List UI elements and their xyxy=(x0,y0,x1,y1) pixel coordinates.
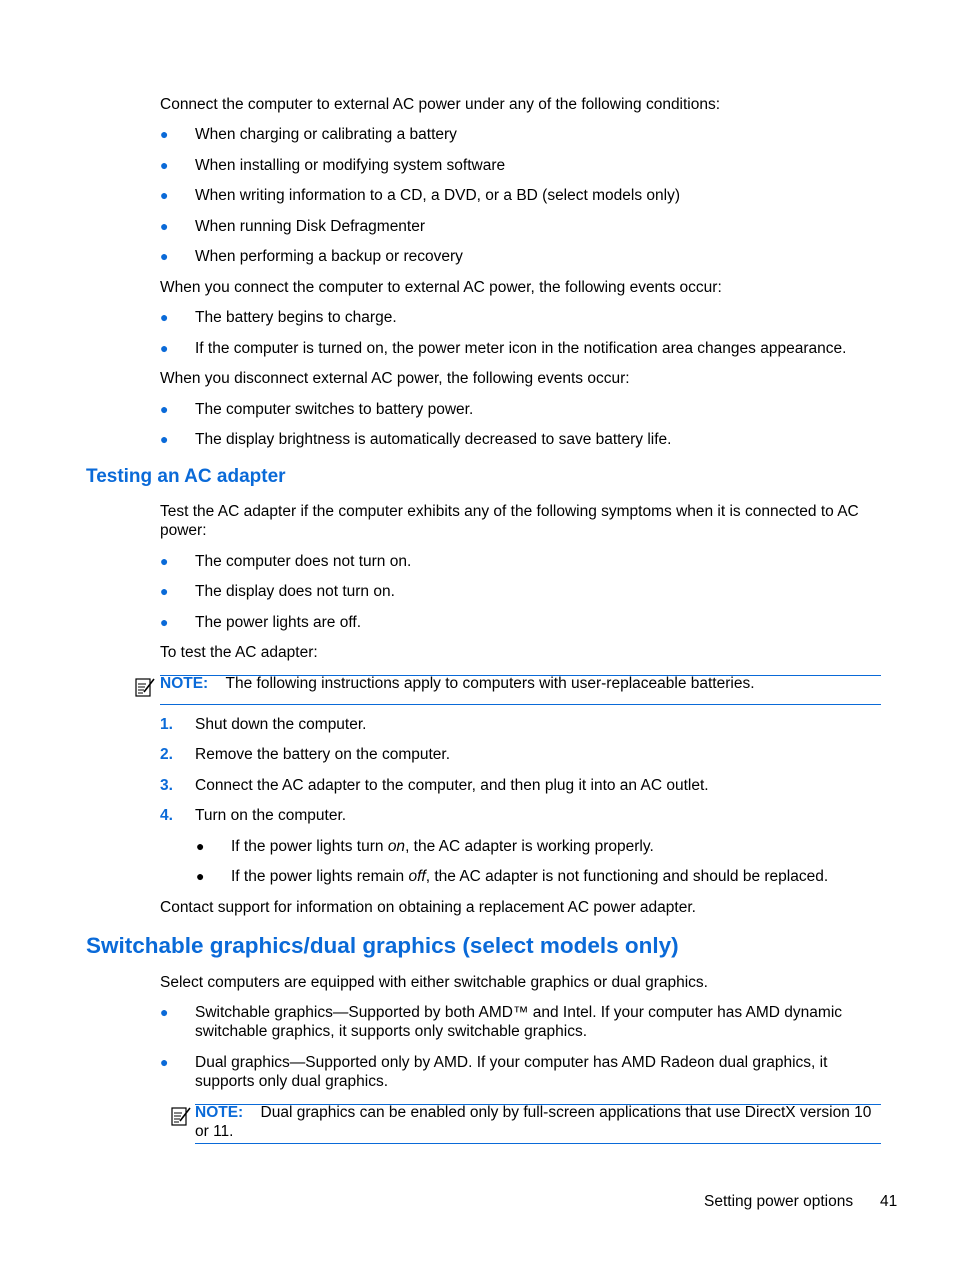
list-item: The battery begins to charge. xyxy=(195,309,397,326)
step-text: Remove the battery on the computer. xyxy=(195,746,451,763)
note-text: Dual graphics can be enabled only by full-screen applications that use DirectX version 10 or 11. xyxy=(195,1104,872,1140)
list-item: When installing or modifying system software xyxy=(195,157,506,174)
step-text: Shut down the computer. xyxy=(195,716,367,733)
step-text: Connect the AC adapter to the computer, and then plug it into an AC outlet. xyxy=(195,777,709,794)
bullet-icon: ● xyxy=(160,248,169,264)
note-label: NOTE: xyxy=(195,1104,244,1121)
note-pencil-icon xyxy=(170,1105,192,1127)
section-heading-switchable: Switchable graphics/dual graphics (select models only) xyxy=(86,933,679,958)
to-test-paragraph: To test the AC adapter: xyxy=(160,644,318,661)
step-number: 4. xyxy=(160,807,173,824)
bullet-icon: ● xyxy=(160,614,169,630)
intro-paragraph-1: Connect the computer to external AC power under any of the following conditions: xyxy=(160,96,721,113)
intro-paragraph-3: When you disconnect external AC power, the following events occur: xyxy=(160,370,630,387)
list-item: The power lights are off. xyxy=(195,614,361,631)
list-item: Dual graphics—Supported only by AMD. If your computer has AMD Radeon dual graphics, it supports only dual graphics. xyxy=(195,1054,828,1090)
bullet-icon: ● xyxy=(160,157,169,173)
bullet-icon: ● xyxy=(160,401,169,417)
list-item: The display brightness is automatically decreased to save battery life. xyxy=(195,431,672,448)
note-box xyxy=(160,674,881,693)
list-item: When performing a backup or recovery xyxy=(195,248,463,265)
footer-section-title: Setting power options xyxy=(704,1193,854,1210)
list-item: When running Disk Defragmenter xyxy=(195,218,426,235)
bullet-icon: ● xyxy=(196,868,205,884)
bullet-icon: ● xyxy=(160,1054,169,1070)
bullet-icon: ● xyxy=(160,1004,169,1020)
bullet-icon: ● xyxy=(160,553,169,569)
contact-paragraph: Contact support for information on obtaining a replacement AC power adapter. xyxy=(160,899,696,916)
list-item: When charging or calibrating a battery xyxy=(195,126,457,143)
sub-item-text: If the power lights turn xyxy=(231,838,388,855)
step-number: 1. xyxy=(160,716,173,733)
list-item: If the computer is turned on, the power meter icon in the notification area changes appearance. xyxy=(195,340,847,357)
bullet-icon: ● xyxy=(160,431,169,447)
switchable-intro: Select computers are equipped with either switchable graphics or dual graphics. xyxy=(160,974,708,991)
bullet-icon: ● xyxy=(160,187,169,203)
sub-list-item xyxy=(231,867,881,886)
list-item: The display does not turn on. xyxy=(195,583,395,600)
bullet-icon: ● xyxy=(160,126,169,142)
list-item: The computer switches to battery power. xyxy=(195,401,474,418)
list-item: Switchable graphics—Supported by both AMD™ and Intel. If your computer has AMD dynamic switchable graphics, it supports only switchable graphics. xyxy=(195,1004,843,1040)
note-bottom-rule xyxy=(195,1143,881,1144)
page-number: 41 xyxy=(880,1193,898,1210)
sub-item-text: , the AC adapter is working properly. xyxy=(405,838,654,855)
bullet-icon: ● xyxy=(160,309,169,325)
bullet-icon: ● xyxy=(160,583,169,599)
list-item: When writing information to a CD, a DVD, or a BD (select models only) xyxy=(195,187,680,204)
bullet-icon: ● xyxy=(196,838,205,854)
list-item: The computer does not turn on. xyxy=(195,553,412,570)
intro-paragraph-2: When you connect the computer to external AC power, the following events occur: xyxy=(160,279,722,296)
note-pencil-icon xyxy=(134,676,156,698)
step-number: 2. xyxy=(160,746,173,763)
note-text: The following instructions apply to computers with user-replaceable batteries. xyxy=(225,675,755,692)
sub-item-emphasis: on xyxy=(387,838,406,855)
note-box xyxy=(195,1103,881,1141)
bullet-icon: ● xyxy=(160,340,169,356)
sub-item-text: , the AC adapter is not functioning and should be replaced. xyxy=(425,868,829,885)
step-text: Turn on the computer. xyxy=(195,807,347,824)
sub-list-item xyxy=(231,837,881,856)
note-bottom-rule xyxy=(160,704,881,705)
sub-item-text: If the power lights remain xyxy=(231,868,409,885)
sub-item-emphasis: off xyxy=(408,868,426,885)
testing-intro: Test the AC adapter if the computer exhibits any of the following symptoms when it is connected to AC power: xyxy=(160,503,859,539)
note-label: NOTE: xyxy=(160,675,209,692)
step-number: 3. xyxy=(160,777,173,794)
bullet-icon: ● xyxy=(160,218,169,234)
section-heading-testing: Testing an AC adapter xyxy=(86,466,286,487)
